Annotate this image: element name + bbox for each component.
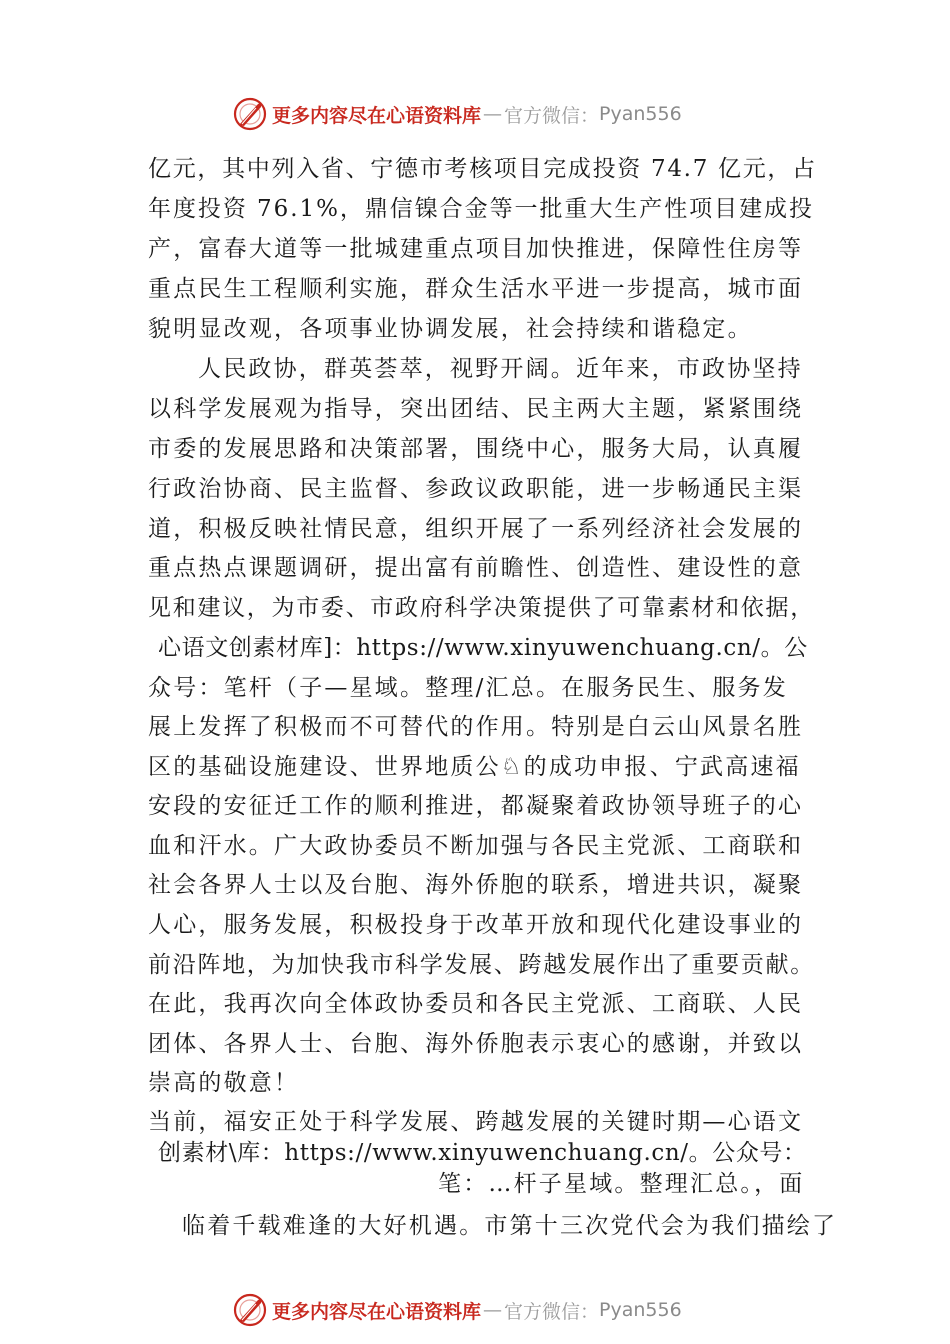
text-line: 貌明显改观，各项事业协调发展，社会持续和谐稳定。: [148, 316, 753, 342]
quill-logo-icon: [232, 96, 268, 132]
text-line: 创素材\库：https://www.xinyuwenchuang.cn/。公众号：: [158, 1140, 807, 1166]
text-line: 重点热点课题调研，提出富有前瞻性、创造性、建设性的意: [148, 555, 804, 581]
text-line: 安段的安征迁工作的顺利推进，都凝聚着政协领导班子的心: [148, 793, 804, 819]
text-line: 众号：笔杆（子—星域。整理/汇总。在服务民生、服务发: [148, 675, 788, 701]
text-line: 产，富春大道等一批城建重点项目加快推进，保障性住房等: [148, 236, 804, 262]
text-line: 心语文创素材库]：https://www.xinyuwenchuang.cn/。公: [158, 635, 808, 661]
text-line: 亿元，其中列入省、宁德市考核项目完成投资 74.7 亿元，占: [148, 156, 817, 182]
text-line: 市委的发展思路和决策部署，围绕中心，服务大局，认真履: [148, 436, 804, 462]
banner-wechat-label: 官方微信：: [504, 1300, 600, 1323]
text-line: 以科学发展观为指导，突出团结、民主两大主题，紧紧围绕: [148, 396, 804, 422]
text-line: 展上发挥了积极而不可替代的作用。特别是白云山风景名胜: [148, 714, 804, 740]
text-line: 前沿阵地，为加快我市科学发展、跨越发展作出了重要贡献。: [148, 952, 815, 978]
text-line: 社会各界人士以及台胞、海外侨胞的联系，增进共识，凝聚: [148, 872, 804, 898]
banner-text: 更多内容尽在心语资料库: [272, 104, 482, 127]
banner-dash: —: [483, 103, 503, 125]
text-line: 行政治协商、民主监督、参政议政职能，进一步畅通民主渠: [148, 476, 804, 502]
quill-logo-icon: [232, 1292, 268, 1328]
text-line: 区的基础设施建设、世界地质公♘的成功申报、宁武高速福: [148, 754, 801, 780]
banner-wechat-id: Pyan556: [599, 1299, 682, 1321]
banner-dash: —: [483, 1299, 503, 1321]
text-line: 人心，服务发展，积极投身于改革开放和现代化建设事业的: [148, 912, 804, 938]
text-line: 在此，我再次向全体政协委员和各民主党派、工商联、人民: [148, 991, 804, 1017]
text-line: 重点民生工程顺利实施，群众生活水平进一步提高，城市面: [148, 276, 804, 302]
text-line: 年度投资 76.1%，鼎信镍合金等一批重大生产性项目建成投: [148, 196, 814, 222]
text-line: 见和建议，为市委、市政府科学决策提供了可靠素材和依据，: [148, 595, 815, 621]
text-line: 笔：…杆子星域。整理汇总。，面: [438, 1171, 805, 1197]
text-line: 团体、各界人士、台胞、海外侨胞表示衷心的感谢，并致以: [148, 1031, 804, 1057]
text-line: 血和汗水。广大政协委员不断加强与各民主党派、工商联和: [148, 833, 804, 859]
banner-wechat-label: 官方微信：: [504, 104, 600, 127]
banner-text: 更多内容尽在心语资料库: [272, 1300, 482, 1323]
banner-wechat-id: Pyan556: [599, 103, 682, 125]
header-banner: [232, 94, 752, 134]
text-line: 当前，福安正处于科学发展、跨越发展的关键时期—心语文: [148, 1109, 804, 1135]
text-line: 崇高的敬意！: [148, 1070, 300, 1096]
footer-banner: [232, 1290, 752, 1330]
text-line: 道，积极反映社情民意，组织开展了一系列经济社会发展的: [148, 516, 804, 542]
text-line: 临着千载难逢的大好机遇。市第十三次党代会为我们描绘了: [182, 1213, 838, 1239]
text-line: 人民政协，群英荟萃，视野开阔。近年来，市政协坚持: [198, 356, 803, 382]
